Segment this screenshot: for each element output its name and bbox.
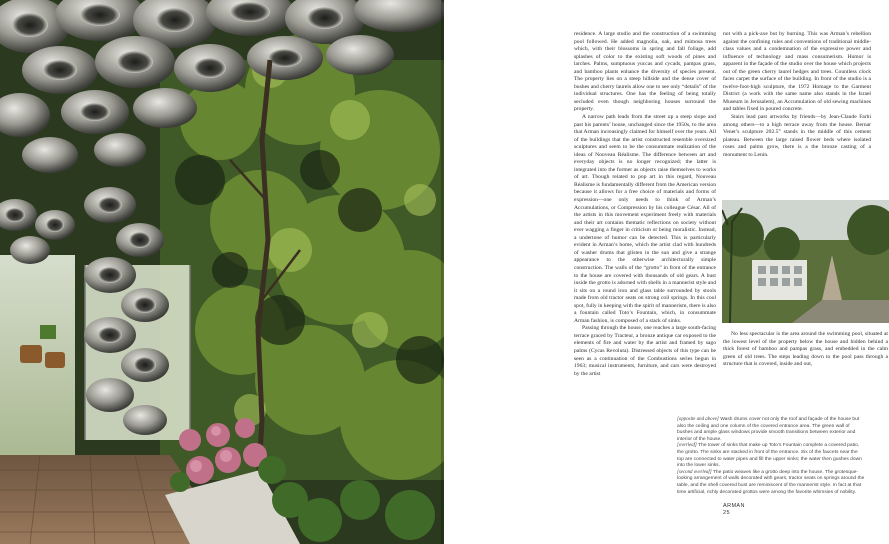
paragraph: residence. A large studio and the construction of a swimming pool followed. He added magnolia, oak, and mimosa trees which, with their blossoms in spring and fall foliage, add splashes of color to the existing soft woods of pines and larches. Palms, sumptuous yuccas and cycads, pampas grass, and bamboo plants enhance the diversity of species present. The property lies on a steep hillside and the dense cover of bushes and cherry laurels allow one to see only “details” of the individual structures. One has the feeling of being totally secluded even though neighboring houses surround the property.	[574, 31, 716, 113]
caption-item: [second overleaf] The patio weaves like a grotto deep into the house. The grotesque-looking arrangement of walls decorated with gears, tractor seats on springs around the table, and the shell covered bust are reminiscent of the mannerist style. In fact at that time artificial, richly decorated grottos were among the favorite whimsies of nobility.	[677, 469, 865, 495]
paragraph: Stairs lead past artworks by friends—by Jean-Claude Farhi among others—to a high terrace away from the house. Bernar Venet’s sculpture 202.5° stands in the middle of this cement plateau. Between the large raised flower beds where isolated roses and palms grow, there is a the bronze casting of a monument to Lenin.	[723, 114, 871, 158]
body-column-right	[723, 31, 871, 159]
paragraph: not with a pick-axe but by burning. This was Arman’s rebellion against the confining rules and conventions of traditional middle-class values and a condemnation of the expressive power and influence of technology and mass consumerism. Humor is apparent in the façade of the studio over the house which projects out of the green cherry laurel hedges and trees. Countless clock faces carpet the surface of the building. In front of the studio is a twelve-foot-high sculpture, the 1972 Homage to the Garment District (a work with the same name also stands in the Israel Museum in Jerusalem), an Accumulation of old sewing machines and tables fixed in poured concrete.	[723, 31, 871, 113]
folio	[723, 503, 745, 517]
paragraph: A narrow path leads from the street up a steep slope and past his parents’ house, unchanged since the 1950s, to the area that Arman increasingly claimed for himself over the years. All of the buildings that the artist constructed resemble oversized sculptures and seem to be the consummate realization of the ideas of Nouveau Réalisme. The difference between art and everyday objects is no longer recognized; the latter is integrated into the former as objects raise themselves to works of art. Though related to pop art in this regard, Nouveau Réalisme is fundamentally different from the American version because it allows for a free choice of materials and forms of expression—one only needs to think of Arman’s Accumulations, or Compression by his colleague César. All of the artists in this movement experiment freely with materials and their art contains thematic reflections on society without ever wagging a finger in criticism or being moralistic. Instead, a undertone of humor can be detected. This is particularly evident in Arman’s home, which the artist clad with hundreds of washer drums that glisten in the sun and give a strange appearance to the otherwise architecturally simple construction. The walls of the “grotto” in front of the entrance to the house are covered with thousands of old gears. A bust inside the grotto is adorned with shells in a mannerist style and it sits on a round iron and glass table surrounded by stools made from old tractor seats on strong coil springs. In this cool spot, fully in keeping with the spirit of mannerism, there is also a fountain called Toto’s Fountain, which, in consummate Arman fashion, is composed of a stack of sinks.	[574, 114, 716, 324]
body-column-right-lower	[723, 331, 888, 369]
caption-item: [overleaf] The tower of sinks that make up Toto’s Fountain complete a covered patio, the grotto. The sinks are stacked in front of the entrance. Six of the faucets near the top are connected to water pipes and fill the upper sinks; the water then gushes down into the lower sinks.	[677, 443, 862, 469]
folio-title: ARMAN	[723, 503, 745, 509]
folio-number: 25	[723, 510, 730, 516]
house-photo	[0, 0, 444, 544]
paragraph: Passing through the house, one reaches a large south-facing terrace graced by Tracteur, a bronze antique car exposed to the elements of fire and water by the artist and framed by sago palms (Cycas Revoluta). Distressed objects of this type can be seen as a continuation of the Combustions series begun in 1963; musical instruments, furniture, and cars were destroyed by the artist	[574, 325, 716, 377]
caption-item: [opposite and above] Wash drums cover not only the roof and façade of the house but also the ceiling and one column of the covered entrance area. The green wall of bushes and ample glass windows provide smooth transitions between exterior and interior of the house.	[677, 417, 860, 442]
terrace-photo	[722, 200, 889, 323]
paragraph: No less spectacular is the area around the swimming pool, situated at the lowest level of the property below the house and hidden behind a thick forest of bamboo and pampas grass, and embedded in the calm green of old trees. The steps leading down to the pool pass through a structure that is covered, inside and out,	[723, 331, 888, 368]
photo-captions	[677, 417, 865, 496]
body-column-left	[574, 31, 716, 378]
